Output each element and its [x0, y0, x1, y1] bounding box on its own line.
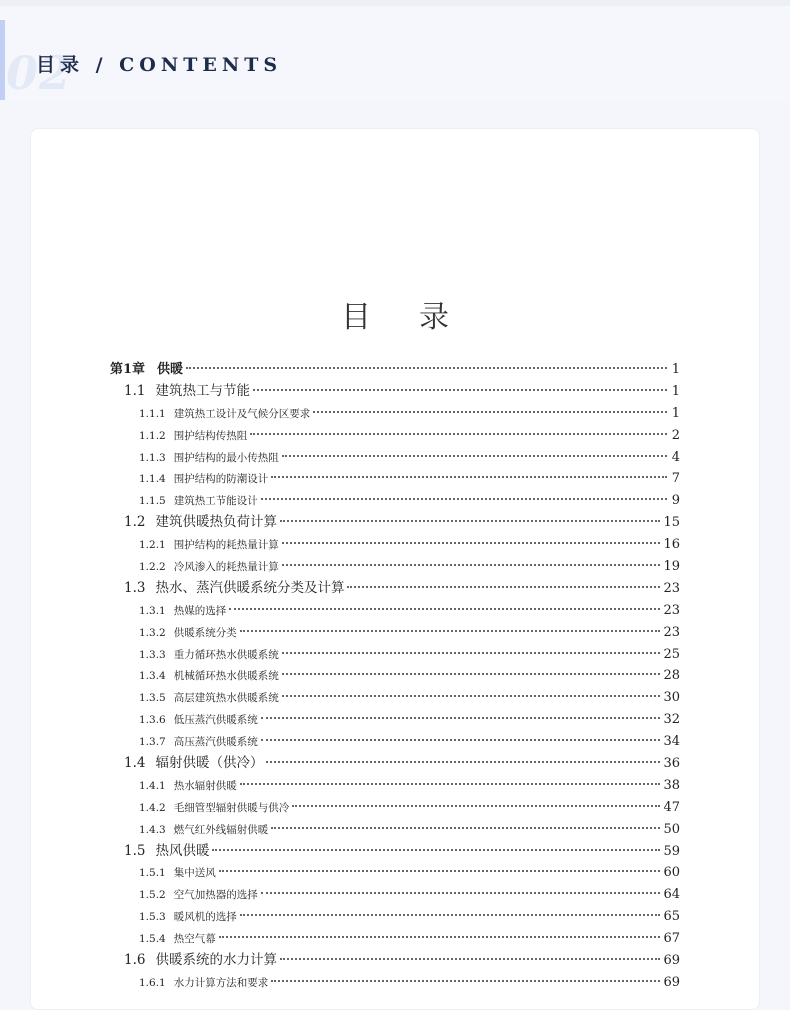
toc-leader-dots [280, 958, 660, 960]
toc-entry-title: 辐射供暖（供冷） [155, 755, 264, 772]
toc-entry-page-number: 30 [663, 690, 680, 706]
toc-leader-dots [266, 761, 660, 763]
toc-leader-dots [240, 783, 661, 785]
toc-leader-dots [261, 739, 661, 741]
toc-entry-label [139, 601, 226, 623]
toc-entry-number: 第1章 [110, 362, 146, 377]
toc-entry-label [139, 469, 268, 491]
toc-entry-title: 围护结构的耗热量计算 [173, 539, 279, 552]
toc-leader-dots [292, 805, 660, 807]
toc-entry-number: 1.2.1 [139, 539, 166, 552]
toc-leader-dots [282, 455, 667, 457]
toc-entry-number: 1.6.1 [139, 976, 166, 989]
toc-entry-number: 1.5.1 [139, 867, 166, 880]
toc-entry-number: 1.1.4 [139, 473, 166, 486]
toc-entry-sub[interactable] [110, 644, 680, 666]
toc-entry-sub[interactable] [110, 928, 680, 950]
toc-entry-sub[interactable] [110, 490, 680, 512]
toc-entry-page-number: 36 [663, 756, 680, 772]
toc-entry-number: 1.3.6 [139, 714, 166, 727]
toc-leader-dots [261, 717, 661, 719]
toc-entry-sub[interactable] [110, 862, 680, 884]
toc-entry-label [124, 841, 209, 863]
toc-entry-page-number: 1 [671, 405, 680, 421]
toc-entry-number: 1.5.2 [139, 889, 166, 902]
toc-entry-sub[interactable] [110, 468, 680, 490]
toc-entry-label [110, 359, 183, 381]
toc-entry-title: 建筑热工与节能 [155, 382, 250, 399]
toc-entry-title: 暖风机的选择 [173, 911, 237, 924]
toc-entry-sub[interactable] [110, 600, 680, 622]
toc-entry-label [139, 798, 289, 820]
toc-leader-dots [250, 433, 667, 435]
toc-entry-label [139, 645, 279, 667]
toc-leader-dots [261, 498, 667, 500]
toc-entry-title: 围护结构传热阻 [173, 429, 248, 442]
toc-entry-label [139, 885, 258, 907]
toc-entry-section[interactable] [110, 950, 680, 972]
toc-entry-page-number: 59 [663, 843, 680, 859]
toc-entry-page-number: 50 [663, 821, 680, 837]
toc-entry-label [139, 820, 268, 842]
toc-entry-title: 低压蒸汽供暖系统 [173, 714, 258, 727]
toc-leader-dots [282, 564, 661, 566]
toc-entry-title: 供暖系统的水力计算 [155, 952, 277, 969]
toc-entry-label [124, 381, 250, 403]
toc-entry-sub[interactable] [110, 622, 680, 644]
toc-leader-dots [282, 542, 661, 544]
toc-entry-title: 围护结构的防潮设计 [173, 473, 269, 486]
toc-entry-page-number: 1 [671, 362, 680, 377]
toc-leader-dots [212, 849, 660, 851]
toc-entry-number: 1.4.2 [139, 801, 166, 814]
toc-entry-title: 热水、蒸汽供暖系统分类及计算 [155, 579, 345, 596]
toc-entry-label [139, 491, 258, 513]
toc-entry-number: 1.1 [124, 382, 146, 399]
toc-entry-page-number: 28 [663, 668, 680, 684]
toc-leader-dots [219, 936, 661, 938]
toc-entry-number: 1.2 [124, 514, 146, 531]
toc-leader-dots [261, 892, 661, 894]
toc-entry-page-number: 67 [663, 931, 680, 947]
toc-entry-number: 1.6 [124, 952, 146, 969]
toc-entry-number: 1.2.2 [139, 561, 166, 574]
toc-leader-dots [240, 914, 661, 916]
toc-entry-title: 冷风渗入的耗热量计算 [173, 561, 279, 574]
toc-entry-sub[interactable] [110, 665, 680, 687]
toc-leader-dots [271, 827, 660, 829]
toc-entry-sub[interactable] [110, 687, 680, 709]
toc-entry-number: 1.4.1 [139, 779, 166, 792]
toc-entry-number: 1.3.4 [139, 670, 166, 683]
toc-entry-page-number: 32 [663, 712, 680, 728]
toc-entry-number: 1.5.3 [139, 911, 166, 924]
toc-entry-page-number: 25 [663, 646, 680, 662]
toc-entry-title: 供暖 [157, 362, 184, 377]
toc-entry-number: 1.5 [124, 842, 146, 859]
toc-entry-page-number: 19 [663, 559, 680, 575]
toc-entry-page-number: 7 [671, 471, 680, 487]
toc-entry-label [139, 973, 268, 995]
toc-entry-label [139, 776, 237, 798]
toc-entry-title: 热空气幕 [173, 933, 216, 946]
toc-entry-label [139, 688, 279, 710]
toc-entry-label [139, 404, 310, 426]
header-watermark-number: 02 [6, 46, 73, 100]
toc-entry-title: 水力计算方法和要求 [173, 976, 269, 989]
toc-entry-label [139, 557, 279, 579]
toc-entry-label [139, 666, 279, 688]
toc-entry-title: 空气加热器的选择 [173, 889, 258, 902]
toc-entry-sub[interactable] [110, 447, 680, 469]
toc-leader-dots [229, 608, 660, 610]
toc-entry-sub[interactable] [110, 534, 680, 556]
toc-entry-page-number: 60 [663, 865, 680, 881]
toc-entry-title: 重力循环热水供暖系统 [173, 648, 279, 661]
toc-entry-title: 热水辐射供暖 [173, 779, 237, 792]
toc-entry-page-number: 38 [663, 777, 680, 793]
toc-entry-page-number: 23 [663, 580, 680, 596]
toc-entry-label [139, 623, 237, 645]
toc-entry-number: 1.5.4 [139, 933, 166, 946]
toc-entry-sub[interactable] [110, 775, 680, 797]
page-title: 目录 [341, 300, 497, 335]
toc-leader-dots [271, 980, 660, 982]
toc-leader-dots [347, 586, 660, 588]
toc-entry-page-number: 23 [663, 624, 680, 640]
toc-entry-page-number: 1 [671, 383, 680, 399]
toc-entry-title: 燃气红外线辐射供暖 [173, 823, 269, 836]
toc-entry-sub[interactable] [110, 972, 680, 994]
toc-entry-number: 1.1.2 [139, 429, 166, 442]
toc-leader-dots [282, 673, 661, 675]
toc-leader-dots [186, 367, 667, 369]
toc-entry-section[interactable] [110, 841, 680, 863]
toc-entry-label [124, 578, 344, 600]
toc-entry-sub[interactable] [110, 819, 680, 841]
toc-entry-label [124, 753, 263, 775]
toc-entry-title: 建筑供暖热负荷计算 [155, 514, 277, 531]
toc-entry-sub[interactable] [110, 797, 680, 819]
toc-entry-title: 建筑热工节能设计 [173, 495, 258, 508]
toc-entry-sub[interactable] [110, 403, 680, 425]
toc-entry-page-number: 69 [663, 953, 680, 969]
toc-leader-dots [282, 695, 661, 697]
toc-entry-page-number: 4 [671, 449, 680, 465]
toc-entry-page-number: 9 [671, 493, 680, 509]
toc-entry-label [139, 710, 258, 732]
toc-entry-label [139, 448, 279, 470]
header-title: 目录 / CONTENTS [36, 54, 283, 76]
toc-entry-label [139, 907, 237, 929]
toc-entry-title: 毛细管型辐射供暖与供冷 [173, 801, 290, 814]
toc-entry-number: 1.3 [124, 579, 146, 596]
toc-entry-title: 集中送风 [173, 867, 216, 880]
toc-entry-section[interactable] [110, 381, 680, 403]
toc-entry-label [139, 426, 247, 448]
toc-entry-page-number: 64 [663, 887, 680, 903]
toc-entry-sub[interactable] [110, 884, 680, 906]
toc-entry-sub[interactable] [110, 709, 680, 731]
toc-entry-label [139, 535, 279, 557]
toc-entry-number: 1.4 [124, 755, 146, 772]
toc-entry-title: 高层建筑热水供暖系统 [173, 692, 279, 705]
toc-entry-page-number: 2 [671, 427, 680, 443]
toc-entry-number: 1.3.3 [139, 648, 166, 661]
toc-entry-title: 热风供暖 [155, 842, 210, 859]
toc-entry-page-number: 15 [663, 515, 680, 531]
header-accent-bar [0, 20, 5, 100]
section-header [0, 6, 790, 100]
toc-entry-title: 高压蒸汽供暖系统 [173, 736, 258, 749]
toc-entry-chapter[interactable] [110, 359, 680, 381]
toc-entry-sub[interactable] [110, 731, 680, 753]
toc-entry-number: 1.3.1 [139, 604, 166, 617]
toc-leader-dots [253, 389, 667, 391]
toc-leader-dots [219, 870, 661, 872]
toc-entry-title: 热媒的选择 [173, 604, 227, 617]
toc-entry-label [124, 512, 277, 534]
toc-leader-dots [282, 652, 661, 654]
toc-entry-section[interactable] [110, 512, 680, 534]
toc-entry-page-number: 69 [663, 974, 680, 990]
toc-entry-number: 1.3.7 [139, 736, 166, 749]
toc-entry-number: 1.4.3 [139, 823, 166, 836]
table-of-contents [110, 359, 680, 994]
toc-entry-page-number: 47 [663, 799, 680, 815]
toc-entry-number: 1.3.2 [139, 626, 166, 639]
toc-leader-dots [313, 411, 667, 413]
toc-leader-dots [271, 476, 667, 478]
toc-entry-number: 1.1.3 [139, 451, 166, 464]
toc-entry-number: 1.3.5 [139, 692, 166, 705]
toc-entry-title: 供暖系统分类 [173, 626, 237, 639]
toc-entry-sub[interactable] [110, 425, 680, 447]
toc-entry-page-number: 34 [663, 734, 680, 750]
toc-entry-title: 建筑热工设计及气候分区要求 [173, 407, 311, 420]
toc-entry-page-number: 23 [663, 602, 680, 618]
toc-entry-label [124, 950, 277, 972]
toc-entry-number: 1.1.5 [139, 495, 166, 508]
toc-entry-page-number: 65 [663, 909, 680, 925]
toc-entry-section[interactable] [110, 578, 680, 600]
toc-leader-dots [280, 520, 660, 522]
toc-entry-sub[interactable] [110, 556, 680, 578]
toc-entry-label [139, 929, 216, 951]
toc-entry-title: 机械循环热水供暖系统 [173, 670, 279, 683]
toc-entry-title: 围护结构的最小传热阻 [173, 451, 279, 464]
toc-entry-label [139, 863, 216, 885]
toc-entry-number: 1.1.1 [139, 407, 166, 420]
toc-entry-sub[interactable] [110, 906, 680, 928]
toc-entry-section[interactable] [110, 753, 680, 775]
toc-entry-page-number: 16 [663, 537, 680, 553]
toc-leader-dots [240, 630, 661, 632]
toc-entry-label [139, 732, 258, 754]
